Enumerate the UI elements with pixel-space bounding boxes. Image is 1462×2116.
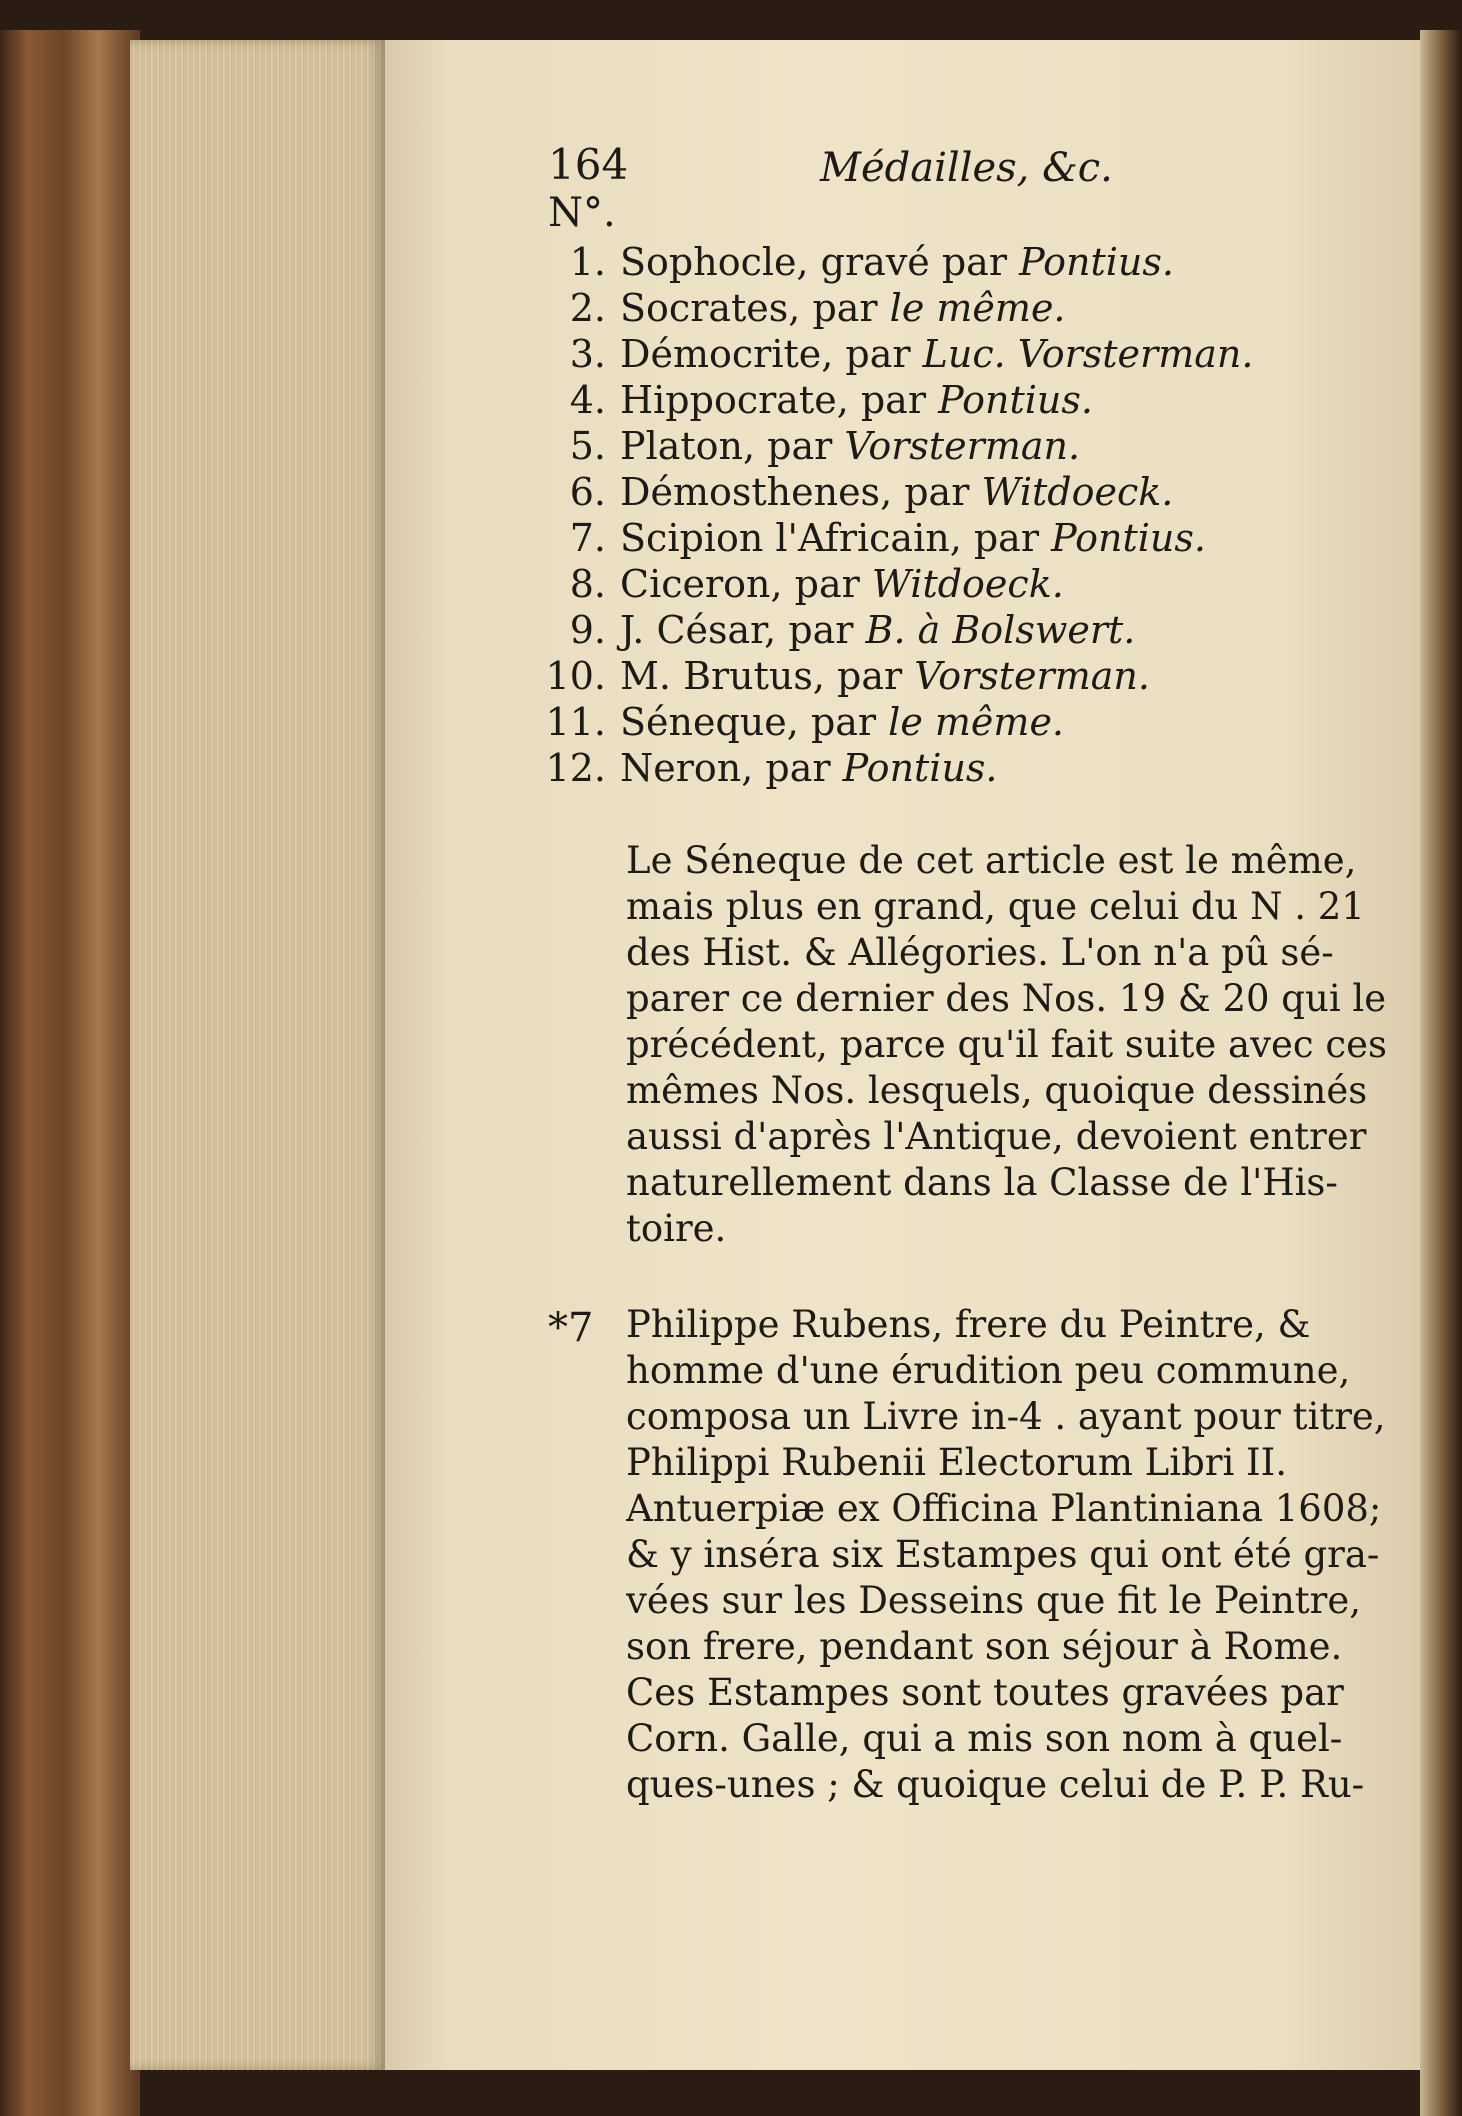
portrait-connector: , par — [949, 516, 1052, 560]
portrait-subject: J. César — [620, 608, 765, 652]
portrait-list-item — [545, 700, 1065, 746]
portrait-list-item — [569, 240, 1174, 286]
text-line: mais plus en grand, que celui du N . 21 — [626, 885, 1365, 928]
portrait-connector: , par — [821, 332, 923, 376]
portrait-list-item — [545, 746, 998, 792]
portrait-engraver: Pontius. — [1019, 240, 1174, 284]
portrait-subject: Ciceron — [620, 562, 771, 606]
entry-marker: *7 — [548, 1305, 594, 1351]
paragraph-seneque-note — [626, 838, 1391, 1252]
portrait-list-item — [569, 516, 1206, 562]
portrait-number: 11. — [545, 700, 606, 744]
portrait-engraver: Pontius. — [938, 378, 1093, 422]
text-line: Antuerpiæ ex Officina Plantiniana 1608; — [626, 1487, 1382, 1530]
portrait-connector: , gravé par — [796, 240, 1020, 284]
portrait-list-item — [569, 608, 1136, 654]
text-line: des Hist. & Allégories. L'on n'a pû sé- — [626, 931, 1334, 974]
portrait-connector: , par — [743, 424, 845, 468]
portrait-number: 9. — [569, 608, 606, 652]
portrait-number: 12. — [545, 746, 606, 790]
portrait-engraver: Witdoeck. — [981, 470, 1174, 514]
portrait-subject: Démocrite — [620, 332, 822, 376]
text-line: Philippi Rubenii Electorum Libri II. — [626, 1441, 1288, 1484]
number-column-label: N°. — [548, 190, 616, 236]
portrait-subject: Séneque — [620, 700, 787, 744]
text-line: ques-unes ; & quoique celui de P. P. Ru- — [626, 1763, 1365, 1806]
portrait-connector: , par — [836, 378, 939, 422]
page-number: 164 — [548, 140, 629, 189]
gutter-shadow — [1420, 30, 1462, 2116]
portrait-number: 5. — [569, 424, 606, 468]
portrait-subject: Scipion l'Africain — [620, 516, 950, 560]
portrait-engraver: Pontius. — [1051, 516, 1206, 560]
portrait-list-item — [569, 286, 1066, 332]
text-line: mêmes Nos. lesquels, quoique dessinés — [626, 1069, 1368, 1112]
portrait-list-item — [569, 378, 1093, 424]
portrait-number: 7. — [569, 516, 606, 560]
text-line: parer ce dernier des Nos. 19 & 20 qui le — [626, 977, 1387, 1020]
portrait-number: 8. — [569, 562, 606, 606]
text-line: Philippe Rubens, frere du Peintre, & — [626, 1303, 1311, 1346]
portrait-engraver: B. à Bolswert. — [865, 608, 1136, 652]
portrait-number: 4. — [569, 378, 606, 422]
portrait-list-item — [569, 470, 1174, 516]
text-line: toire. — [626, 1207, 727, 1250]
portrait-engraver: le même. — [888, 700, 1065, 744]
text-line: naturellement dans la Classe de l'His- — [626, 1161, 1338, 1204]
portrait-number: 1. — [569, 240, 606, 284]
text-line: son frere, pendant son séjour à Rome. — [626, 1625, 1343, 1668]
portrait-subject: Hippocrate — [620, 378, 837, 422]
text-line: Corn. Galle, qui a mis son nom à quel- — [626, 1717, 1343, 1760]
text-line: précédent, parce qu'il fait suite avec ces — [626, 1023, 1387, 1066]
text-line: composa un Livre in-4 . ayant pour titre, — [626, 1395, 1386, 1438]
portrait-connector: , par — [741, 746, 843, 790]
portrait-subject: Sophocle — [620, 240, 797, 284]
portrait-number: 10. — [545, 654, 606, 698]
text-line: aussi d'après l'Antique, devoient entrer — [626, 1115, 1367, 1158]
portrait-subject: M. Brutus — [620, 654, 813, 698]
portrait-list-item — [569, 562, 1064, 608]
portrait-connector: , par — [764, 608, 866, 652]
portrait-subject: Socrates — [620, 286, 789, 330]
portrait-number: 6. — [569, 470, 606, 514]
portrait-subject: Démosthenes — [620, 470, 881, 514]
text-line: Ces Estampes sont toutes gravées par — [626, 1671, 1344, 1714]
portrait-connector: , par — [812, 654, 915, 698]
portrait-list-item — [545, 654, 1150, 700]
portrait-engraver: Vorsterman. — [914, 654, 1150, 698]
portrait-subject: Platon — [620, 424, 743, 468]
portrait-engraver: le même. — [889, 286, 1066, 330]
portrait-number: 2. — [569, 286, 606, 330]
portrait-connector: , par — [786, 700, 889, 744]
text-line: Le Séneque de cet article est le même, — [626, 839, 1357, 882]
portrait-connector: , par — [880, 470, 982, 514]
running-head: Médailles, &c. — [820, 145, 1113, 191]
portrait-engraver: Pontius. — [842, 746, 998, 790]
paragraph-philippe-rubens — [626, 1302, 1391, 1808]
text-line: vées sur les Desseins que fit le Peintre, — [626, 1579, 1362, 1622]
page-edges — [130, 40, 385, 2070]
portrait-engraver: Vorsterman. — [844, 424, 1081, 468]
portrait-connector: , par — [770, 562, 872, 606]
portrait-engraver: Luc. Vorsterman. — [922, 332, 1254, 376]
portrait-number: 3. — [569, 332, 606, 376]
text-line: & y inséra six Estampes qui ont été gra- — [626, 1533, 1380, 1576]
text-line: homme d'une érudition peu commune, — [626, 1349, 1351, 1392]
book-cover-edge — [0, 30, 140, 2116]
portrait-list-item — [569, 424, 1081, 470]
portrait-engraver: Witdoeck. — [871, 562, 1064, 606]
portrait-list-item — [569, 332, 1254, 378]
portrait-connector: , par — [788, 286, 890, 330]
portrait-subject: Neron — [620, 746, 742, 790]
